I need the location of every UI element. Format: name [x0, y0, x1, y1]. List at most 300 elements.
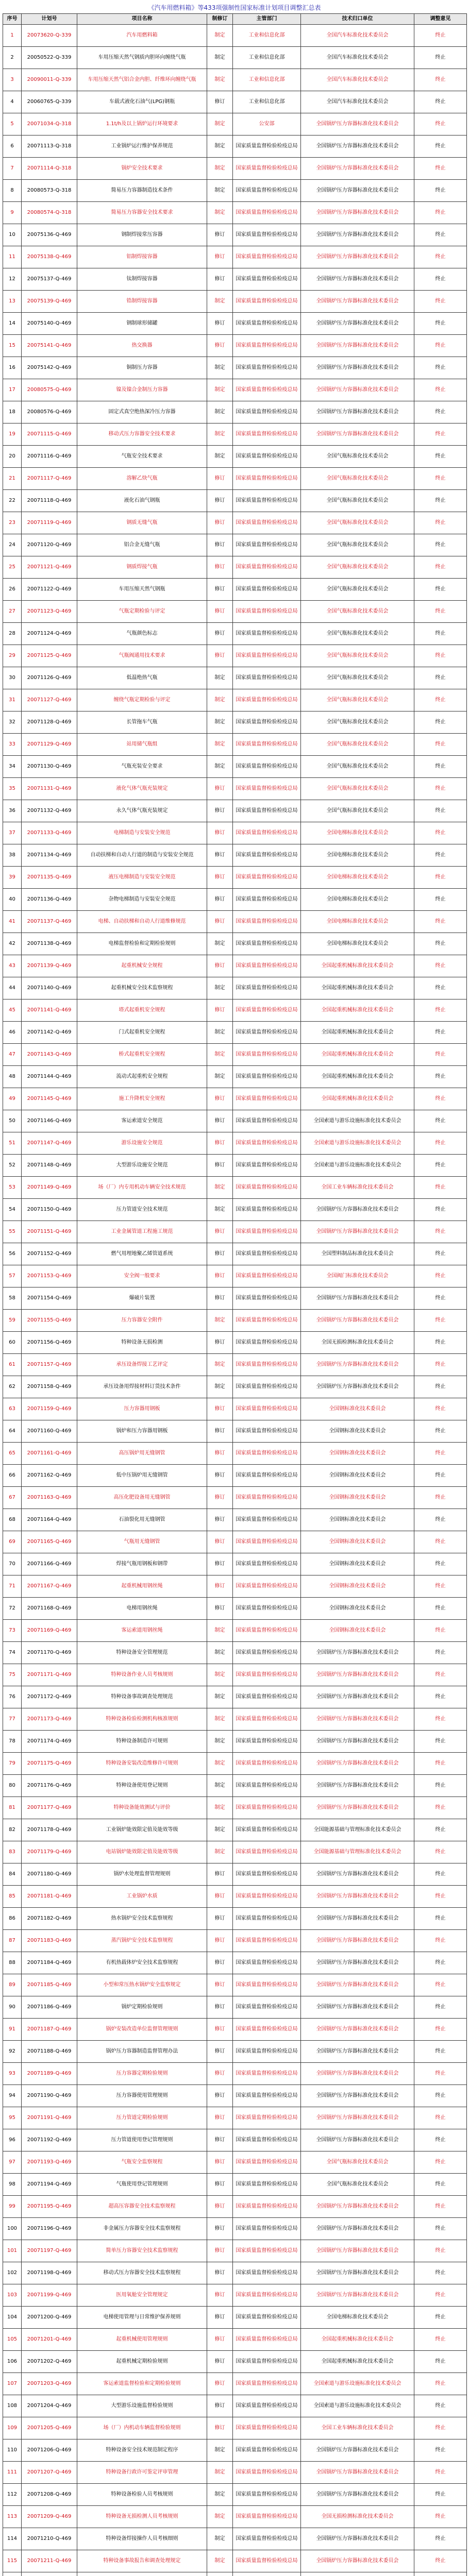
cell-action: 终止	[414, 1177, 467, 1199]
cell-dept: 国家质量监督检验检疫总局	[233, 202, 301, 224]
header-plan: 计划号	[22, 14, 77, 25]
cell-dept: 国家质量监督检验检疫总局	[233, 867, 301, 889]
cell-plan: 20080575-Q-469	[22, 379, 77, 401]
table-row	[3, 1664, 467, 1686]
cell-type: 修订	[207, 2373, 233, 2395]
cell-type: 制定	[207, 25, 233, 47]
cell-name: 压力管道定期检验规则	[77, 2107, 207, 2129]
cell-type: 制定	[207, 1642, 233, 1664]
cell-type: 修订	[207, 1243, 233, 1265]
cell-no: 74	[3, 1642, 22, 1664]
cell-name: 客运索道监督检验和定期检验规则	[77, 2373, 207, 2395]
table-row	[3, 778, 467, 800]
cell-dept: 国家质量监督检验检疫总局	[233, 579, 301, 601]
cell-type: 修订	[207, 1132, 233, 1155]
cell-name: 汽车用燃料箱	[77, 25, 207, 47]
cell-tc: 全国锅炉压力容器标准化技术委员会	[301, 2107, 414, 2129]
cell-plan: 20071201-Q-469	[22, 2329, 77, 2351]
cell-plan: 20071125-Q-469	[22, 645, 77, 667]
cell-plan: 20071192-Q-469	[22, 2129, 77, 2151]
cell-type: 制定	[207, 2506, 233, 2528]
cell-tc: 全国气瓶标准化技术委员会	[301, 2174, 414, 2196]
cell-dept: 国家质量监督检验检疫总局	[233, 1575, 301, 1598]
cell-action: 终止	[414, 1664, 467, 1686]
table-row	[3, 1465, 467, 1487]
cell-tc: 全国锅炉压力容器标准化技术委员会	[301, 1287, 414, 1310]
cell-dept: 国家质量监督检验检疫总局	[233, 667, 301, 689]
cell-tc: 全国起重机械标准化技术委员会	[301, 1088, 414, 1110]
cell-type: 制定	[207, 423, 233, 446]
cell-dept: 国家质量监督检验检疫总局	[233, 2129, 301, 2151]
cell-plan: 20071034-Q-318	[22, 113, 77, 135]
cell-type: 修订	[207, 1221, 233, 1243]
table-row	[3, 2151, 467, 2174]
cell-plan: 20071200-Q-469	[22, 2307, 77, 2329]
cell-action: 终止	[414, 977, 467, 999]
cell-action: 终止	[414, 1886, 467, 1908]
cell-type: 修订	[207, 2174, 233, 2196]
cell-type: 制定	[207, 1022, 233, 1044]
cell-type: 修订	[207, 2218, 233, 2240]
cell-dept: 国家质量监督检验检疫总局	[233, 313, 301, 335]
cell-no: 99	[3, 2196, 22, 2218]
table-row	[3, 202, 467, 224]
cell-tc: 全国锅炉压力容器标准化技术委员会	[301, 1797, 414, 1819]
table-row	[3, 1575, 467, 1598]
cell-plan: 20071161-Q-469	[22, 1443, 77, 1465]
cell-dept: 国家质量监督检验检疫总局	[233, 1155, 301, 1177]
cell-plan: 20071127-Q-469	[22, 689, 77, 711]
cell-action: 终止	[414, 2218, 467, 2240]
table-row	[3, 734, 467, 756]
cell-action: 终止	[414, 623, 467, 645]
cell-action: 终止	[414, 1332, 467, 1354]
cell-no: 15	[3, 335, 22, 357]
cell-action: 终止	[414, 2395, 467, 2417]
cell-name: 缠绕气瓶定期检验与评定	[77, 689, 207, 711]
cell-dept: 工业和信息化部	[233, 47, 301, 69]
cell-type: 修订	[207, 2351, 233, 2373]
cell-type: 制定	[207, 933, 233, 955]
cell-name: 电梯用钢丝绳	[77, 1598, 207, 1620]
cell-action: 终止	[414, 1620, 467, 1642]
cell-tc: 全国汽车标准化技术委员会	[301, 91, 414, 113]
table-header-row	[3, 14, 467, 25]
cell-type: 修订	[207, 1531, 233, 1553]
cell-action: 终止	[414, 999, 467, 1022]
table-row	[3, 800, 467, 822]
cell-dept: 国家质量监督检验检疫总局	[233, 756, 301, 778]
document-sheet	[3, 0, 466, 2576]
cell-plan: 20071143-Q-469	[22, 1044, 77, 1066]
cell-dept: 国家质量监督检验检疫总局	[233, 689, 301, 711]
cell-tc: 全国起重机械标准化技术委员会	[301, 2329, 414, 2351]
cell-dept: 国家质量监督检验检疫总局	[233, 423, 301, 446]
cell-dept: 国家质量监督检验检疫总局	[233, 2107, 301, 2129]
cell-action: 终止	[414, 1775, 467, 1797]
cell-name: 起重机械用钢丝绳	[77, 1575, 207, 1598]
table-row	[3, 2107, 467, 2129]
cell-action: 终止	[414, 2174, 467, 2196]
cell-name: 特种设备安全管理规范	[77, 1642, 207, 1664]
table-row	[3, 1354, 467, 1376]
cell-no: 21	[3, 468, 22, 490]
cell-no: 106	[3, 2351, 22, 2373]
cell-no: 16	[3, 357, 22, 379]
cell-dept: 国家质量监督检验检疫总局	[233, 933, 301, 955]
cell-plan: 20071156-Q-469	[22, 1332, 77, 1354]
table-row	[3, 911, 467, 933]
cell-type: 修订	[207, 800, 233, 822]
cell-action: 终止	[414, 2307, 467, 2329]
cell-name: 气瓶阀通用技术要求	[77, 645, 207, 667]
cell-dept: 国家质量监督检验检疫总局	[233, 556, 301, 579]
cell-plan: 20080574-Q-318	[22, 202, 77, 224]
cell-action: 终止	[414, 645, 467, 667]
cell-dept: 国家质量监督检验检疫总局	[233, 1908, 301, 1930]
cell-tc: 全国锅炉压力容器标准化技术委员会	[301, 1930, 414, 1952]
cell-plan: 20071153-Q-469	[22, 1265, 77, 1287]
cell-dept: 国家质量监督检验检疫总局	[233, 2085, 301, 2107]
cell-name: 钢制焊接常压容器	[77, 224, 207, 246]
table-row	[3, 1110, 467, 1132]
cell-name: 长管拖车气瓶	[77, 711, 207, 734]
cell-dept: 国家质量监督检验检疫总局	[233, 2550, 301, 2572]
cell-name: 车载式液化石油气(LPG)钢瓶	[77, 91, 207, 113]
cell-action: 终止	[414, 734, 467, 756]
cell-name: 客运索道安全规范	[77, 1110, 207, 1132]
cell-name: 站用储气瓶组	[77, 734, 207, 756]
cell-tc: 全国汽车标准化技术委员会	[301, 69, 414, 91]
cell-plan: 20071183-Q-469	[22, 1930, 77, 1952]
cell-name: 大型游乐设施安全规范	[77, 1155, 207, 1177]
cell-tc: 全国能源基础与管理标准化技术委员会	[301, 1819, 414, 1841]
cell-type: 制定	[207, 689, 233, 711]
cell-type: 修订	[207, 268, 233, 291]
cell-tc: 全国锅炉压力容器标准化技术委员会	[301, 1886, 414, 1908]
cell-action: 终止	[414, 2240, 467, 2262]
table-row	[3, 2395, 467, 2417]
cell-name: 锅炉水处理监督管理规则	[77, 1863, 207, 1886]
table-row	[3, 2439, 467, 2462]
cell-dept: 国家质量监督检验检疫总局	[233, 1753, 301, 1775]
header-tc: 技术归口单位	[301, 14, 414, 25]
cell-name: 流动式起重机安全规程	[77, 1066, 207, 1088]
table-row	[3, 867, 467, 889]
table-row	[3, 1797, 467, 1819]
cell-plan: 20071171-Q-469	[22, 1664, 77, 1686]
cell-name: 特种设备使用登记规则	[77, 1775, 207, 1797]
cell-no: 59	[3, 1310, 22, 1332]
cell-tc: 全国锅炉压力容器标准化技术委员会	[301, 379, 414, 401]
cell-name: 车用压缩天然气钢瓶	[77, 579, 207, 601]
cell-plan: 20071152-Q-469	[22, 1243, 77, 1265]
cell-name: 液压电梯制造与安装安全规范	[77, 867, 207, 889]
cell-no: 69	[3, 1531, 22, 1553]
table-row	[3, 1177, 467, 1199]
cell-type: 制定	[207, 446, 233, 468]
cell-type: 修订	[207, 1110, 233, 1132]
cell-no: 65	[3, 1443, 22, 1465]
cell-plan: 20071164-Q-469	[22, 1509, 77, 1531]
cell-no: 26	[3, 579, 22, 601]
cell-dept: 国家质量监督检验检疫总局	[233, 1243, 301, 1265]
cell-plan: 20071165-Q-469	[22, 1531, 77, 1553]
table-row	[3, 1066, 467, 1088]
cell-tc: 全国锅炉压力容器标准化技术委员会	[301, 1199, 414, 1221]
cell-tc: 全国锅炉压力容器标准化技术委员会	[301, 2041, 414, 2063]
cell-no: 12	[3, 268, 22, 291]
cell-action: 终止	[414, 135, 467, 158]
cell-name: 钛制焊接容器	[77, 268, 207, 291]
table-row	[3, 512, 467, 534]
cell-dept: 国家质量监督检验检疫总局	[233, 1398, 301, 1420]
cell-name: 电梯使用管理与日常维护保养规则	[77, 2307, 207, 2329]
cell-no: 93	[3, 2063, 22, 2085]
cell-dept: 国家质量监督检验检疫总局	[233, 1177, 301, 1199]
cell-tc: 全国电梯标准化技术委员会	[301, 911, 414, 933]
cell-type: 修订	[207, 999, 233, 1022]
cell-name: 塔式起重机安全规程	[77, 999, 207, 1022]
cell-type: 修订	[207, 224, 233, 246]
cell-name: 特种设备无损检测	[77, 1332, 207, 1354]
cell-name: 锅炉定期检验规则	[77, 1996, 207, 2019]
cell-tc: 全国索道与游乐设施标准化技术委员会	[301, 1110, 414, 1132]
table-row	[3, 1974, 467, 1996]
cell-plan: 20071204-Q-469	[22, 2395, 77, 2417]
cell-plan: 20071118-Q-469	[22, 490, 77, 512]
cell-name: 钢质焊接气瓶	[77, 556, 207, 579]
cell-action: 终止	[414, 180, 467, 202]
cell-plan: 20071113-Q-318	[22, 135, 77, 158]
cell-tc: 全国锅炉压力容器标准化技术委员会	[301, 158, 414, 180]
cell-no: 23	[3, 512, 22, 534]
cell-no: 10	[3, 224, 22, 246]
cell-tc: 全国锅炉压力容器标准化技术委员会	[301, 1753, 414, 1775]
cell-name: 安全阀一般要求	[77, 1265, 207, 1287]
cell-dept: 国家质量监督检验检疫总局	[233, 711, 301, 734]
cell-name: 超高压容器安全技术监察规程	[77, 2196, 207, 2218]
cell-no: 44	[3, 977, 22, 999]
cell-no: 19	[3, 423, 22, 446]
cell-dept: 国家质量监督检验检疫总局	[233, 1930, 301, 1952]
cell-tc: 全国钢标准化技术委员会	[301, 1398, 414, 1420]
cell-plan: 20071190-Q-469	[22, 2085, 77, 2107]
cell-no: 84	[3, 1863, 22, 1886]
cell-no: 60	[3, 1332, 22, 1354]
cell-type: 修订	[207, 1332, 233, 1354]
header-dept: 主管部门	[233, 14, 301, 25]
table-row	[3, 601, 467, 623]
cell-tc: 全国锅炉压力容器标准化技术委员会	[301, 1354, 414, 1376]
cell-plan: 20071123-Q-469	[22, 601, 77, 623]
cell-action: 终止	[414, 1841, 467, 1863]
table-row	[3, 1487, 467, 1509]
cell-action: 终止	[414, 2351, 467, 2373]
cell-type: 修订	[207, 1287, 233, 1310]
cell-no: 24	[3, 534, 22, 556]
cell-no: 29	[3, 645, 22, 667]
cell-no: 7	[3, 158, 22, 180]
table-row	[3, 2218, 467, 2240]
cell-name: 溶解乙炔气瓶	[77, 468, 207, 490]
cell-tc: 全国锅炉压力容器标准化技术委员会	[301, 1731, 414, 1753]
cell-tc: 全国电梯标准化技术委员会	[301, 844, 414, 867]
cell-name: 电梯、自动扶梯和自动人行道维修规范	[77, 911, 207, 933]
cell-tc: 全国锅炉压力容器标准化技术委员会	[301, 2528, 414, 2550]
cell-type: 修订	[207, 490, 233, 512]
cell-no: 5	[3, 113, 22, 135]
cell-name: 镍及镍合金制压力容器	[77, 379, 207, 401]
table-row	[3, 1952, 467, 1974]
table-row	[3, 1819, 467, 1841]
cell-tc: 全国锅炉压力容器标准化技术委员会	[301, 135, 414, 158]
cell-name	[77, 2572, 207, 2576]
cell-tc: 全国锅炉压力容器标准化技术委员会	[301, 401, 414, 423]
cell-plan: 20071160-Q-469	[22, 1420, 77, 1443]
cell-type: 制定	[207, 1199, 233, 1221]
cell-type: 修订	[207, 2262, 233, 2284]
table-row	[3, 135, 467, 158]
cell-action: 终止	[414, 667, 467, 689]
cell-name: 固定式真空绝热深冷压力容器	[77, 401, 207, 423]
cell-name: 杂物电梯制造与安装安全规范	[77, 889, 207, 911]
cell-no: 107	[3, 2373, 22, 2395]
cell-name: 铜制压力容器	[77, 357, 207, 379]
table-row	[3, 1930, 467, 1952]
cell-action: 终止	[414, 2085, 467, 2107]
cell-tc: 全国汽车标准化技术委员会	[301, 47, 414, 69]
cell-tc: 全国工业车辆标准化技术委员会	[301, 1177, 414, 1199]
cell-dept: 国家质量监督检验检疫总局	[233, 1376, 301, 1398]
cell-dept: 国家质量监督检验检疫总局	[233, 335, 301, 357]
cell-type: 修订	[207, 1443, 233, 1465]
cell-no: 63	[3, 1398, 22, 1420]
cell-dept: 国家质量监督检验检疫总局	[233, 977, 301, 999]
cell-action: 终止	[414, 867, 467, 889]
table-row	[3, 2417, 467, 2439]
cell-tc: 全国锅炉压力容器标准化技术委员会	[301, 1908, 414, 1930]
cell-name: 移动式压力容器安全技术监察规程	[77, 2262, 207, 2284]
cell-dept: 国家质量监督检验检疫总局	[233, 2395, 301, 2417]
header-no: 序号	[3, 14, 22, 25]
cell-no: 42	[3, 933, 22, 955]
cell-plan: 20071182-Q-469	[22, 1908, 77, 1930]
cell-action: 终止	[414, 1310, 467, 1332]
cell-action: 终止	[414, 1731, 467, 1753]
cell-tc: 全国锅炉压力容器标准化技术委员会	[301, 1996, 414, 2019]
cell-tc: 全国汽车标准化技术委员会	[301, 25, 414, 47]
cell-tc: 全国锅炉压力容器标准化技术委员会	[301, 2462, 414, 2484]
cell-type: 制定	[207, 135, 233, 158]
cell-type: 修订	[207, 2240, 233, 2262]
cell-action: 终止	[414, 1221, 467, 1243]
table-row	[3, 1155, 467, 1177]
cell-name: 工业锅炉运行维护保养规范	[77, 135, 207, 158]
cell-type: 制定	[207, 158, 233, 180]
table-row	[3, 1265, 467, 1287]
cell-tc: 全国气瓶标准化技术委员会	[301, 667, 414, 689]
cell-type: 修订	[207, 1952, 233, 1974]
cell-dept: 国家质量监督检验检疫总局	[233, 2417, 301, 2439]
cell-plan: 20071196-Q-469	[22, 2218, 77, 2240]
cell-dept: 国家质量监督检验检疫总局	[233, 2329, 301, 2351]
cell-dept: 工业和信息化部	[233, 91, 301, 113]
cell-tc: 全国塑料制品标准化技术委员会	[301, 1243, 414, 1265]
cell-plan: 20060765-Q-339	[22, 91, 77, 113]
cell-plan: 20071205-Q-469	[22, 2417, 77, 2439]
cell-action: 终止	[414, 313, 467, 335]
cell-no: 34	[3, 756, 22, 778]
cell-action: 终止	[414, 556, 467, 579]
cell-type: 修订	[207, 2196, 233, 2218]
cell-tc: 全国气瓶标准化技术委员会	[301, 601, 414, 623]
cell-plan: 20075137-Q-469	[22, 268, 77, 291]
cell-dept: 国家质量监督检验检疫总局	[233, 1066, 301, 1088]
cell-dept: 国家质量监督检验检疫总局	[233, 2439, 301, 2462]
table-row	[3, 1443, 467, 1465]
table-row	[3, 291, 467, 313]
cell-no: 49	[3, 1088, 22, 1110]
cell-no: 70	[3, 1553, 22, 1575]
cell-name: 电站锅炉能效限定值及能效等级	[77, 1841, 207, 1863]
cell-plan: 20050522-Q-339	[22, 47, 77, 69]
cell-action: 终止	[414, 490, 467, 512]
cell-plan: 20080576-Q-469	[22, 401, 77, 423]
cell-plan: 20071149-Q-469	[22, 1177, 77, 1199]
cell-tc: 全国无损检测标准化技术委员会	[301, 1332, 414, 1354]
cell-dept: 国家质量监督检验检疫总局	[233, 1775, 301, 1797]
cell-tc: 全国钢标准化技术委员会	[301, 1420, 414, 1443]
cell-type: 修订	[207, 822, 233, 844]
cell-name: 特种设备制造许可规则	[77, 1731, 207, 1753]
cell-plan: 20071124-Q-469	[22, 623, 77, 645]
cell-plan: 20071169-Q-469	[22, 1620, 77, 1642]
cell-action: 终止	[414, 91, 467, 113]
cell-name: 爆破片装置	[77, 1287, 207, 1310]
cell-type: 制定	[207, 357, 233, 379]
cell-name: 钢制球形储罐	[77, 313, 207, 335]
cell-no: 101	[3, 2240, 22, 2262]
cell-action: 终止	[414, 1243, 467, 1265]
cell-type: 制定	[207, 667, 233, 689]
cell-tc: 全国起重机械标准化技术委员会	[301, 1044, 414, 1066]
table-row	[3, 534, 467, 556]
cell-tc: 全国电梯标准化技术委员会	[301, 889, 414, 911]
table-row	[3, 2373, 467, 2395]
table-row	[3, 1708, 467, 1731]
cell-tc: 全国无损检测标准化技术委员会	[301, 2506, 414, 2528]
cell-no: 54	[3, 1199, 22, 1221]
table-row	[3, 335, 467, 357]
table-row	[3, 1509, 467, 1531]
cell-no: 4	[3, 91, 22, 113]
cell-plan: 20071136-Q-469	[22, 889, 77, 911]
cell-tc: 全国锅炉压力容器标准化技术委员会	[301, 313, 414, 335]
cell-action: 终止	[414, 2550, 467, 2572]
table-row	[3, 1420, 467, 1443]
cell-type: 修订	[207, 556, 233, 579]
cell-plan: 20071142-Q-469	[22, 1022, 77, 1044]
cell-no: 13	[3, 291, 22, 313]
cell-type: 制定	[207, 1686, 233, 1708]
cell-no: 97	[3, 2151, 22, 2174]
cell-plan: 20071202-Q-469	[22, 2351, 77, 2373]
cell-action: 终止	[414, 711, 467, 734]
cell-plan: 20071208-Q-469	[22, 2484, 77, 2506]
cell-name: 钢质无缝气瓶	[77, 512, 207, 534]
cell-tc: 全国工业车辆标准化技术委员会	[301, 2417, 414, 2439]
